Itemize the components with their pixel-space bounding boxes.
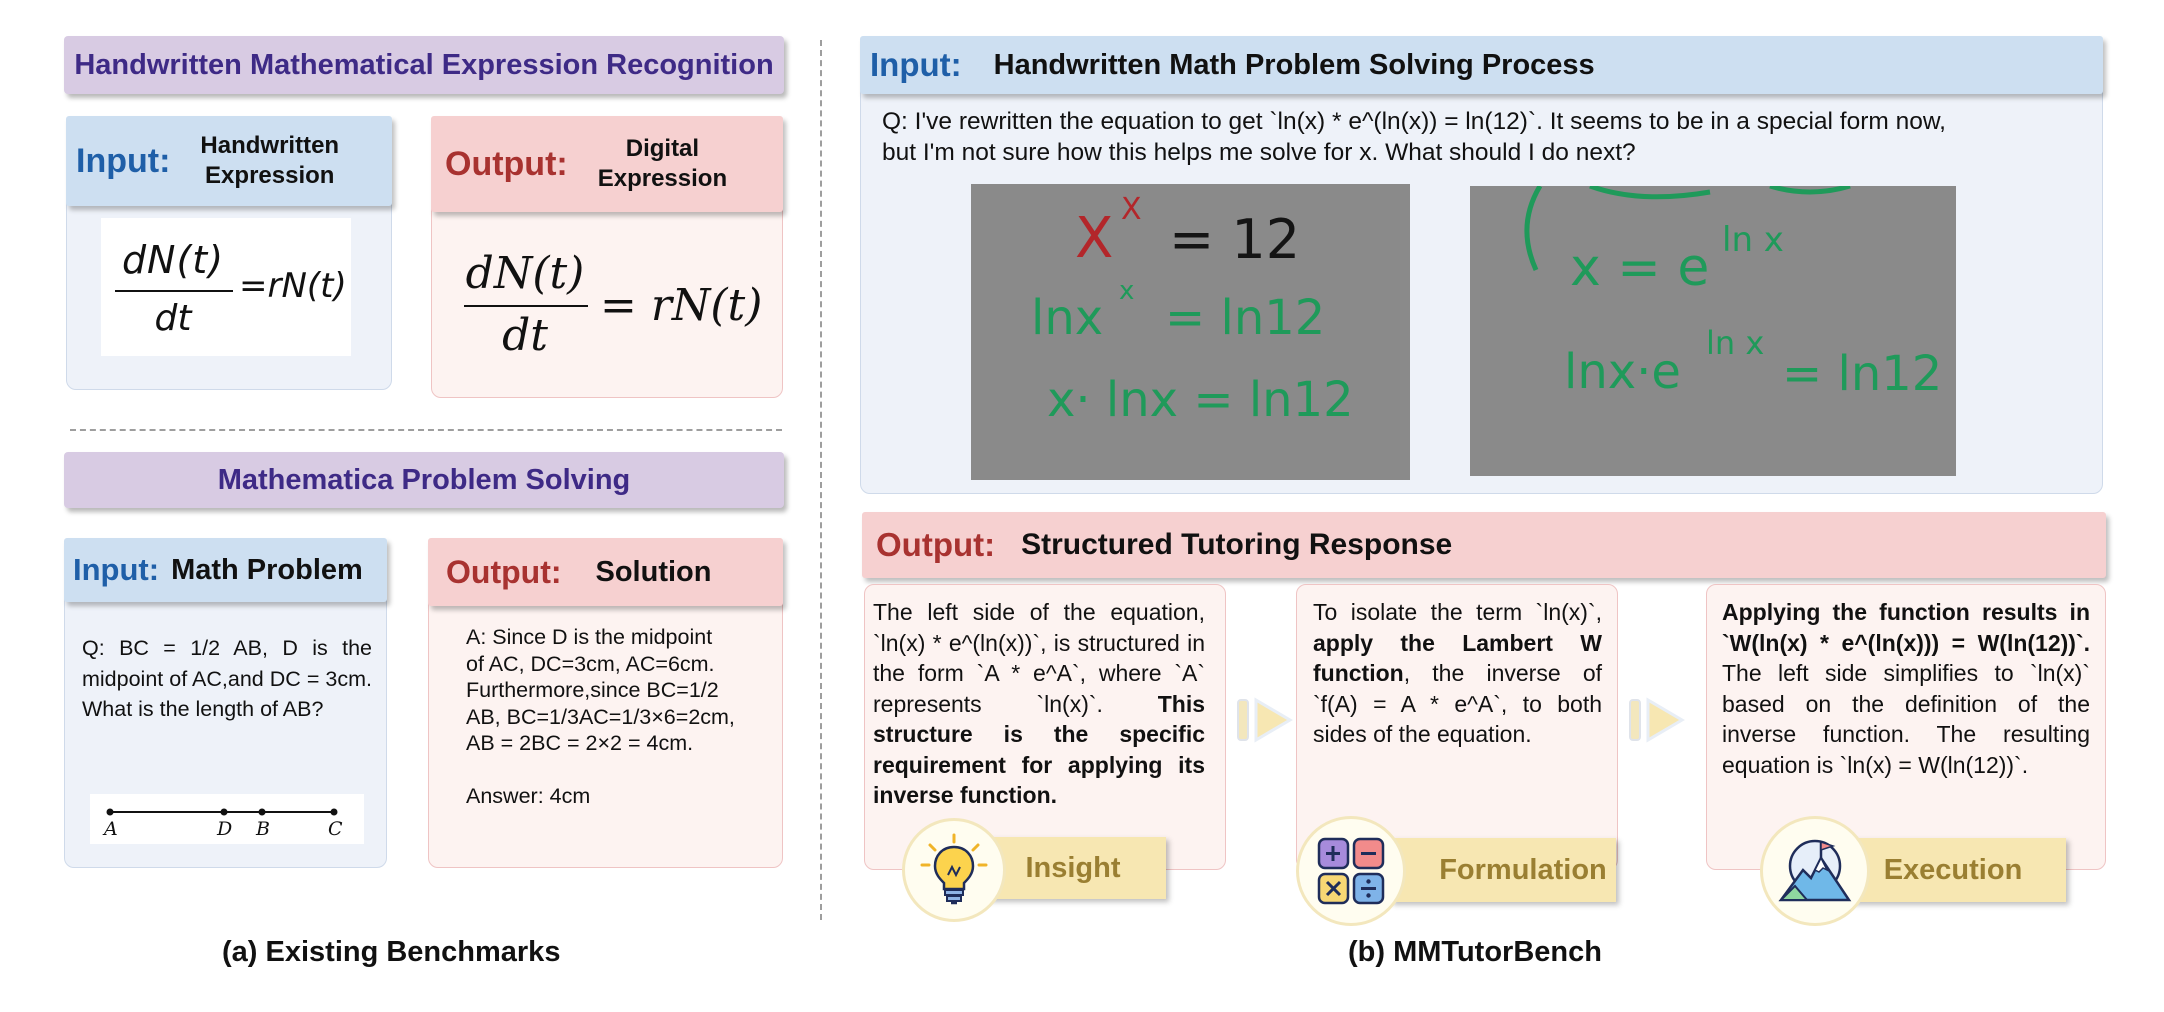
question-line-2: but I'm not sure how this helps me solve for x. What should I do next? xyxy=(882,139,1636,166)
handwritten-expression-image xyxy=(101,218,351,356)
answer-line: Furthermore,since BC=1/2 xyxy=(466,678,719,702)
execution-text-plain: The left side simplifies to `ln(x)` based on the definition of the inverse function. The resulting equation is `ln(x) = W(ln(12))`. xyxy=(1722,660,2090,778)
problem-input-title: Handwritten Math Problem Solving Process xyxy=(993,48,1595,81)
mps-output-label: Output: xyxy=(446,553,562,590)
step-arrow-2 xyxy=(1628,692,1686,748)
point-d-dot xyxy=(221,809,228,816)
formulation-text xyxy=(1313,597,1602,750)
tutoring-output-label: Output: xyxy=(876,526,996,563)
insight-text xyxy=(873,597,1205,811)
mps-title: Mathematica Problem Solving xyxy=(217,463,631,496)
point-b-dot xyxy=(259,809,266,816)
mps-input-text: Math Problem xyxy=(171,553,363,586)
digital-denominator: dt xyxy=(502,310,548,361)
board2-line2: lnx·e xyxy=(1564,344,1681,400)
answer-line: AB = 2BC = 2×2 = 4cm. xyxy=(466,731,694,755)
board2-line2-rest: = ln12 xyxy=(1782,346,1943,402)
handwritten-denominator: dt xyxy=(154,298,192,339)
board2-line1: x = e xyxy=(1570,238,1710,298)
digital-expression xyxy=(460,248,770,368)
board1-x-base: X xyxy=(1075,206,1114,271)
hmer-input-header xyxy=(66,116,392,206)
segment-figure xyxy=(90,794,364,844)
insight-tag-label: Insight xyxy=(1025,851,1121,884)
left-divider xyxy=(70,429,782,431)
hmer-title: Handwritten Mathematical Expression Recognition xyxy=(74,48,774,81)
point-a-label: A xyxy=(104,818,118,840)
caption-mmtutorbench: (b) MMTutorBench xyxy=(1348,936,1602,968)
formulation-tag-label: Formulation xyxy=(1439,853,1607,886)
mps-input-header xyxy=(64,538,387,602)
point-b-label: B xyxy=(256,818,270,840)
student-question xyxy=(882,106,2082,168)
execution-icon-badge xyxy=(1760,816,1870,926)
mps-question: Q: BC = 1/2 AB, D is the midpoint of AC,and DC = 3cm. What is the length of AB? xyxy=(82,636,372,721)
formulation-text-a: To isolate the term `ln(x)`, xyxy=(1313,599,1602,625)
answer-line: A: Since D is the midpoint xyxy=(466,625,713,649)
mps-output-text: Solution xyxy=(595,555,712,588)
formulation-tag xyxy=(1390,838,1616,902)
execution-text xyxy=(1722,597,2090,780)
insight-text-plain: The left side of the equation, `ln(x) * e^(ln(x))`, is structured in the form `A * e^A`, where `A` represents `ln(x)`. xyxy=(873,599,1205,717)
mps-answer xyxy=(466,624,776,809)
step-arrow-1 xyxy=(1236,692,1294,748)
board1-x-sup: X xyxy=(1121,192,1142,227)
board1-line1-rest: = 12 xyxy=(1169,208,1301,271)
mountain-flag-icon xyxy=(1777,836,1853,906)
handwritten-numerator: dN(t) xyxy=(121,238,225,282)
insight-tag xyxy=(980,837,1166,899)
board2-line2-sup: ln x xyxy=(1706,324,1765,362)
answer-final: Answer: 4cm xyxy=(466,783,591,808)
board1-line2: lnx xyxy=(1031,290,1104,346)
caption-existing-benchmarks: (a) Existing Benchmarks xyxy=(222,936,561,968)
hmer-output-label: Output: xyxy=(445,144,568,183)
hmer-input-label: Input: xyxy=(76,141,171,180)
arrow-right-icon xyxy=(1236,692,1294,748)
hmer-output-header xyxy=(431,116,783,212)
whiteboard-image-2 xyxy=(1470,186,1956,476)
hmer-input-text-1: Handwritten xyxy=(200,132,340,159)
insight-icon-badge xyxy=(902,818,1006,922)
answer-line: of AC, DC=3cm, AC=6cm. xyxy=(466,651,715,676)
board2-line1-sup: ln x xyxy=(1722,220,1784,260)
arrow-right-icon xyxy=(1628,692,1686,748)
mps-title-bar xyxy=(64,452,784,508)
point-c-label: C xyxy=(328,818,343,840)
execution-tag-label: Execution xyxy=(1883,853,2023,886)
hmer-input-text-2: Expression xyxy=(205,162,335,189)
digital-numerator: dN(t) xyxy=(465,248,585,299)
handwritten-rhs: =rN(t) xyxy=(239,266,347,306)
mps-output-header xyxy=(428,538,783,606)
hmer-output-text-2: Expression xyxy=(597,165,728,192)
whiteboard-image-1 xyxy=(971,184,1410,480)
tutoring-output-title: Structured Tutoring Response xyxy=(1021,528,1453,561)
center-divider xyxy=(820,40,822,920)
answer-line: AB, BC=1/3AC=1/3×6=2cm, xyxy=(466,704,735,729)
formulation-text-bold: apply the Lambert W function xyxy=(1313,629,1602,686)
digital-rhs: = rN(t) xyxy=(600,280,763,331)
insight-text-bold: This structure is the specific requirement for applying its inverse function. xyxy=(873,690,1205,808)
point-d-label: D xyxy=(217,818,233,840)
board1-line2-sup: x xyxy=(1119,276,1135,306)
formulation-icon-badge xyxy=(1296,816,1406,926)
board1-line2-rest: = ln12 xyxy=(1165,290,1326,346)
question-line-1: Q: I've rewritten the equation to get `ln(x) * e^(ln(x)) = ln(12)`. It seems to be in a special form now, xyxy=(882,108,1946,135)
tutoring-output-header xyxy=(862,512,2106,578)
problem-input-label: Input: xyxy=(870,46,962,83)
board1-line3: x· lnx = ln12 xyxy=(1047,372,1354,428)
execution-text-bold: Applying the function results in `W(ln(x) * e^(ln(x))) = W(ln(12))`. xyxy=(1722,599,2090,656)
point-a-dot xyxy=(107,809,114,816)
problem-input-header xyxy=(860,36,2103,94)
hmer-output-text-1: Digital xyxy=(625,135,700,162)
hmer-title-bar xyxy=(64,36,784,94)
handwritten-fraction-bar xyxy=(115,290,233,292)
digital-fraction-bar xyxy=(464,305,588,307)
point-c-dot xyxy=(331,809,338,816)
formulation-text-b: , the inverse of `f(A) = A * e^A`, to both sides of the equation. xyxy=(1313,660,1602,747)
mps-input-label: Input: xyxy=(73,552,160,587)
calculator-icon xyxy=(1316,836,1386,906)
lightbulb-icon xyxy=(920,833,988,907)
